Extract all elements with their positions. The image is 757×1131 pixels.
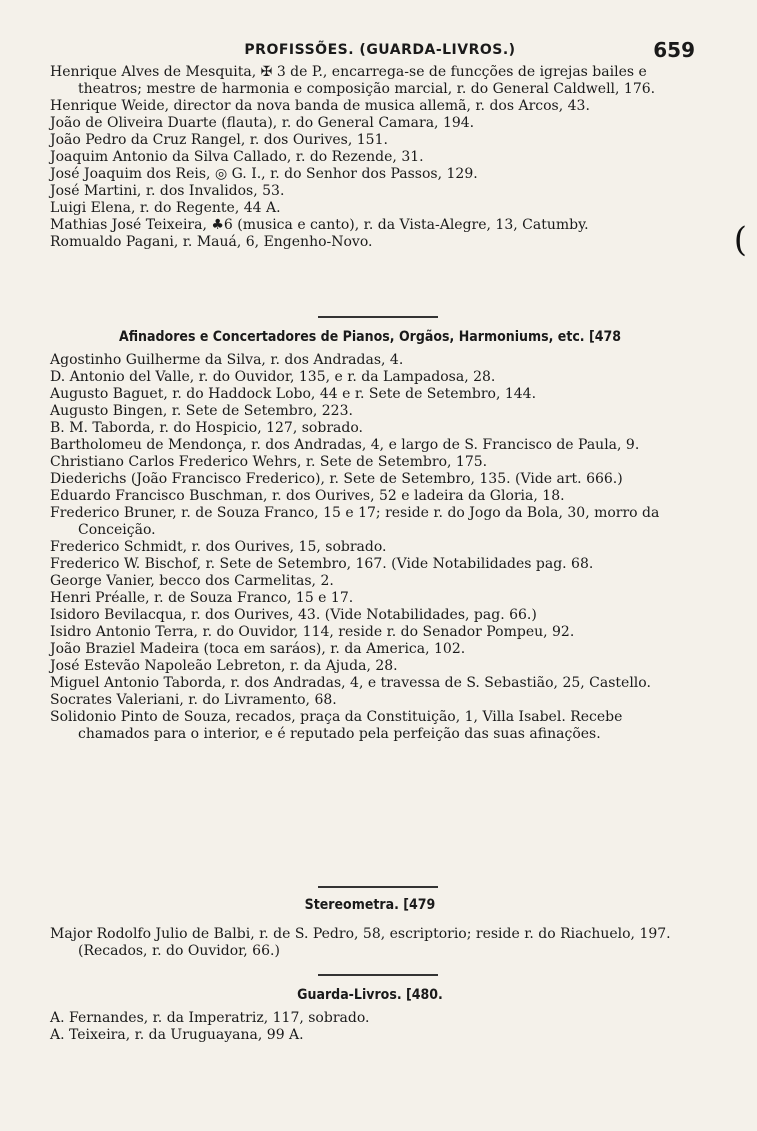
list-item: Isidro Antonio Terra, r. do Ouvidor, 114, reside r. do Senador Pompeu, 92. — [50, 624, 575, 640]
list-item: Frederico Bruner, r. de Souza Franco, 15 e 17; reside r. do Jogo da Bola, 30, morro da Conceição. — [50, 505, 660, 538]
section-stereometra — [50, 896, 690, 960]
section-divider — [318, 974, 438, 976]
list-item: Mathias José Teixeira, ♣6 (musica e canto), r. da Vista-Alegre, 13, Catumby. — [50, 217, 589, 233]
list-item: Diederichs (João Francisco Frederico), r. Sete de Setembro, 135. (Vide art. 666.) — [50, 471, 623, 487]
list-item: George Vanier, becco dos Carmelitas, 2. — [50, 573, 334, 589]
list-item: José Joaquim dos Reis, ◎ G. I., r. do Senhor dos Passos, 129. — [50, 166, 478, 182]
list-item: Christiano Carlos Frederico Wehrs, r. Sete de Setembro, 175. — [50, 454, 488, 470]
list-item: José Martini, r. dos Invalidos, 53. — [50, 183, 285, 199]
section-heading: Afinadores e Concertadores de Pianos, Orgãos, Harmoniums, etc. [478 — [118, 329, 622, 345]
section-heading: Stereometra. [479 — [304, 897, 436, 913]
list-item: Henri Préalle, r. de Souza Franco, 15 e 17. — [50, 590, 354, 606]
list-item: José Estevão Napoleão Lebreton, r. da Ajuda, 28. — [50, 658, 398, 674]
section-divider — [318, 886, 438, 888]
list-item: João Pedro da Cruz Rangel, r. dos Ourives, 151. — [50, 132, 388, 148]
list-item: Joaquim Antonio da Silva Callado, r. do Rezende, 31. — [50, 149, 424, 165]
section-divider — [318, 316, 438, 318]
page-number: 659 — [653, 38, 695, 62]
list-item: Henrique Alves de Mesquita, ✠ 3 de P., encarrega-se de funcções de igrejas bailes e theatros; mestre de harmonia e composição marcial, r. do General Caldwell, 176. — [50, 64, 656, 97]
list-item: Socrates Valeriani, r. do Livramento, 68. — [50, 692, 337, 708]
section-musicians — [50, 64, 690, 251]
section-guarda-livros — [50, 986, 690, 1044]
list-item: Eduardo Francisco Buschman, r. dos Ourives, 52 e ladeira da Gloria, 18. — [50, 488, 565, 504]
list-item: A. Fernandes, r. da Imperatriz, 117, sobrado. — [50, 1010, 370, 1026]
list-item: Frederico Schmidt, r. dos Ourives, 15, sobrado. — [50, 539, 387, 555]
list-item: Agostinho Guilherme da Silva, r. dos Andradas, 4. — [50, 352, 404, 368]
list-item: D. Antonio del Valle, r. do Ouvidor, 135, e r. da Lampadosa, 28. — [50, 369, 496, 385]
list-item: Romualdo Pagani, r. Mauá, 6, Engenho-Novo. — [50, 234, 373, 250]
list-item: Solidonio Pinto de Souza, recados, praça da Constituição, 1, Villa Isabel. Recebe chamados para o interior, e é reputado pela perfeição das suas afinações. — [50, 709, 623, 742]
list-item: A. Teixeira, r. da Uruguayana, 99 A. — [50, 1027, 304, 1043]
margin-bracket-icon: ( — [733, 220, 747, 260]
list-item: Henrique Weide, director da nova banda de musica allemã, r. dos Arcos, 43. — [50, 98, 590, 114]
section-afinadores — [50, 328, 690, 743]
list-item: Major Rodolfo Julio de Balbi, r. de S. Pedro, 58, escriptorio; reside r. do Riachuelo, 197. (Recados, r. do Ouvidor, 66.) — [50, 926, 671, 959]
list-item: B. M. Taborda, r. do Hospicio, 127, sobrado. — [50, 420, 363, 436]
list-item: Miguel Antonio Taborda, r. dos Andradas, 4, e travessa de S. Sebastião, 25, Castello. — [50, 675, 651, 691]
list-item: Augusto Bingen, r. Sete de Setembro, 223. — [50, 403, 353, 419]
list-item: Isidoro Bevilacqua, r. dos Ourives, 43. (Vide Notabilidades, pag. 66.) — [50, 607, 537, 623]
section-heading: Guarda-Livros. [480. — [297, 987, 443, 1003]
list-item: Frederico W. Bischof, r. Sete de Setembro, 167. (Vide Notabilidades pag. 68. — [50, 556, 594, 572]
list-item: Bartholomeu de Mendonça, r. dos Andradas, 4, e largo de S. Francisco de Paula, 9. — [50, 437, 640, 453]
list-item: Luigi Elena, r. do Regente, 44 A. — [50, 200, 281, 216]
list-item: Augusto Baguet, r. do Haddock Lobo, 44 e r. Sete de Setembro, 144. — [50, 386, 537, 402]
list-item: João de Oliveira Duarte (flauta), r. do General Camara, 194. — [50, 115, 475, 131]
running-head: PROFISSÕES. (GUARDA-LIVROS.) — [244, 42, 516, 58]
list-item: João Braziel Madeira (toca em saráos), r. da America, 102. — [50, 641, 466, 657]
